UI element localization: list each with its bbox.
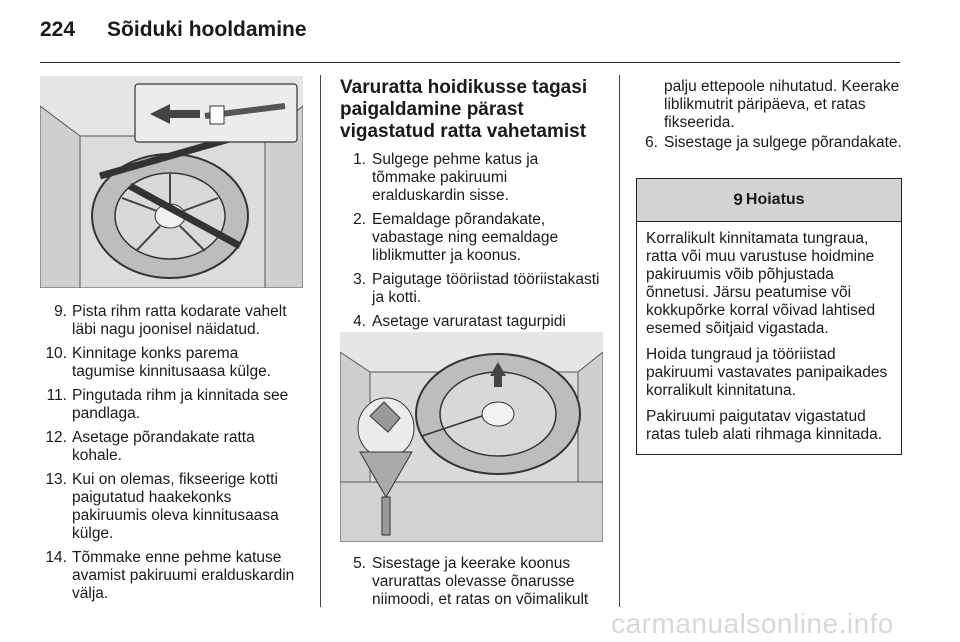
watermark: carmanualsonline.info: [611, 608, 894, 639]
warning-paragraph: Hoida tungraud ja tööriistad pakiruumi vastavates panipaikades korralikult kinnitatuna.: [646, 346, 888, 399]
section-heading: Varuratta hoidikusse tagasi paigaldamine pärast vigastatud ratta vahetamist: [340, 77, 588, 142]
warning-paragraph: Korralikult kinnitamata tungraua, ratta või muu varustuse hoidmine pakiruumis võib põhjustada õnnetusi. Järsu peatumise või kokkupõrke korral võivad lahtised esemed sõitjaid vigastada.: [646, 230, 876, 337]
warning-body: [637, 222, 901, 454]
list-item: 2. Eemaldage põrandakate, vabastage ning eemaldage liblikmutter ja koonus.: [353, 211, 559, 264]
list-item: 4. Asetage varuratast tagurpidi: [353, 313, 566, 330]
trunk-spare-wheel-strap-illustration: [40, 76, 303, 288]
step-5-continuation: palju ettepoole nihutatud. Keerake liblikmutrit päripäeva, et ratas fikseerida.: [664, 78, 900, 131]
warning-triangle-icon: 9: [733, 190, 743, 209]
warning-paragraph: Pakiruumi paigutatav vigastatud ratas tuleb alati rihmaga kinnitada.: [646, 408, 883, 443]
warning-box: [636, 178, 902, 455]
warning-title: Hoiatus: [745, 191, 805, 208]
page-header: [40, 18, 307, 42]
steps-list-middle: [346, 151, 604, 355]
steps-list-right: [638, 134, 903, 158]
list-item: 12. Asetage põrandakate ratta kohale.: [45, 429, 255, 464]
list-item: 10. Kinnitage konks parema tagumise kinnitusaasa külge.: [45, 345, 272, 380]
list-item: 6. Sisestage ja sulgege põrandakate.: [645, 134, 902, 151]
steps-list-middle-continued: [346, 555, 604, 615]
header-rule: [40, 62, 900, 63]
list-item: 5. Sisestage ja keerake koonus varurattas olevasse õnarusse niimoodi, et ratas on võimalikult: [353, 555, 589, 608]
spare-wheel-cone-and-wing-nut-illustration: [340, 332, 603, 542]
warning-header: [637, 179, 901, 222]
list-item: 13. Kui on olemas, fikseerige kotti paigutatud haakekonks pakiruumis oleva kinnitusaasa külge.: [45, 471, 279, 542]
list-item: 1. Sulgege pehme katus ja tõmmake pakiruumi eralduskardin sisse.: [353, 151, 539, 204]
list-item: 3. Paigutage tööriistad tööriistakasti ja kotti.: [353, 271, 600, 306]
steps-list-left: [40, 303, 305, 609]
list-item: 9. Pista rihm ratta kodarate vahelt läbi nagu joonisel näidatud.: [54, 303, 287, 338]
column-divider-1: [320, 75, 321, 607]
chapter-title: Sõiduki hooldamine: [107, 18, 307, 41]
list-item: 11. Pingutada rihm ja kinnitada see pandlaga.: [46, 387, 289, 422]
list-item: 14. Tõmmake enne pehme katuse avamist pakiruumi eralduskardin välja.: [45, 549, 295, 602]
column-divider-2: [619, 75, 620, 607]
page-number: 224: [40, 18, 76, 41]
